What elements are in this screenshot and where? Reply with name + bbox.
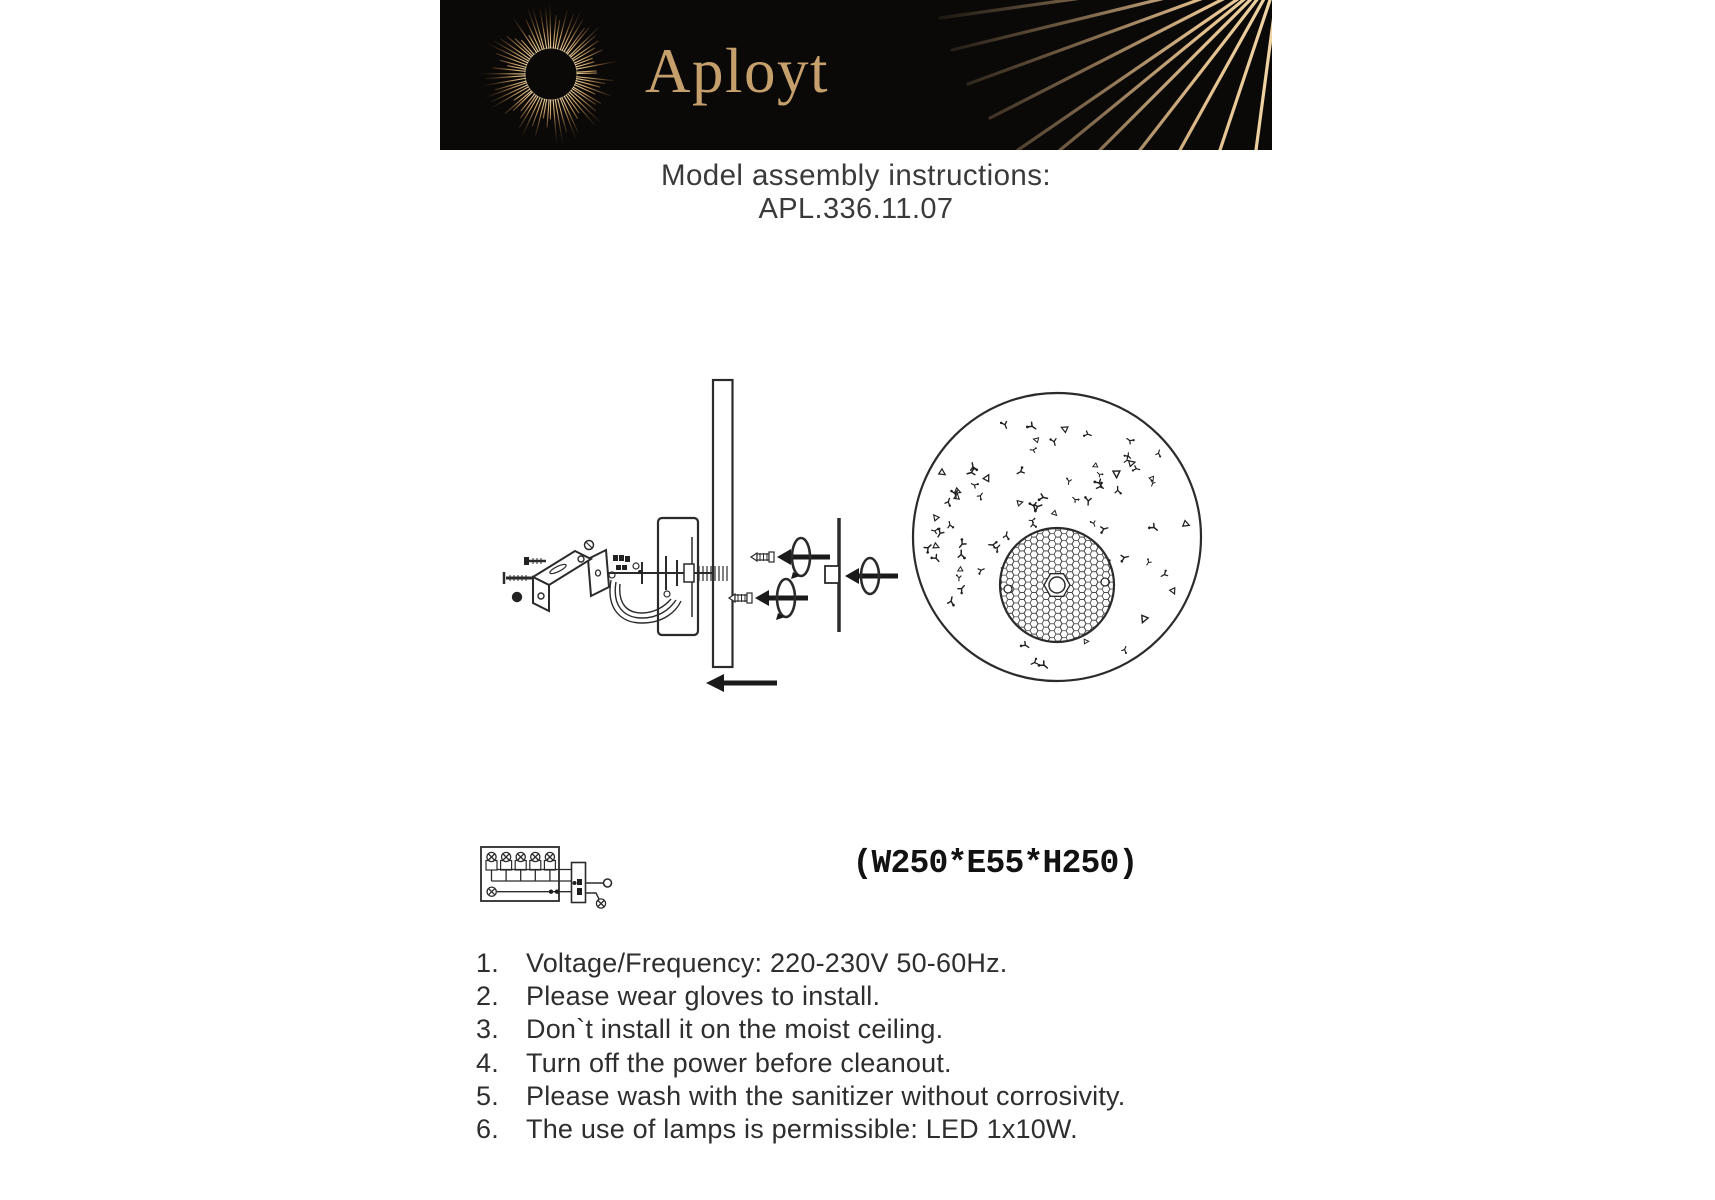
- terminal-block-wiring-diagram: [465, 840, 625, 915]
- instruction-text: Turn off the power before cleanout.: [526, 1047, 952, 1078]
- instruction-text: Don`t install it on the moist ceiling.: [526, 1014, 944, 1045]
- wall-mount-assembly-diagram: [440, 330, 920, 710]
- instruction-text: Please wear gloves to install.: [526, 981, 881, 1012]
- instruction-text: Voltage/Frequency: 220-230V 50-60Hz.: [526, 948, 1008, 978]
- instruction-number: 5.: [476, 1080, 499, 1111]
- expansion-screw-top: [751, 538, 830, 579]
- live-wire-end: [604, 879, 612, 887]
- title-block: [440, 159, 1272, 226]
- expansion-screw-bottom: [729, 579, 808, 620]
- instruction-item: [476, 1113, 1125, 1146]
- wire-connector-cluster: [609, 555, 642, 578]
- ground-wire-end: [596, 899, 605, 908]
- instruction-number: 6.: [476, 1114, 499, 1145]
- model-number: APL.336.11.07: [758, 193, 954, 225]
- instruction-item: [476, 1013, 1125, 1046]
- instruction-text: The use of lamps is permissible: LED 1x10W.: [526, 1114, 1078, 1145]
- instruction-item: [476, 947, 1125, 980]
- instruction-number: 1.: [476, 948, 499, 978]
- mounting-plate: [585, 541, 610, 597]
- instruction-item: [476, 1080, 1125, 1113]
- instruction-item: [476, 1047, 1125, 1080]
- instruction-number: 4.: [476, 1047, 499, 1078]
- corner-rays-icon: [912, 0, 1272, 150]
- instruction-list: [476, 947, 1125, 1146]
- instruction-item: [476, 980, 1125, 1013]
- instruction-text: Please wash with the sanitizer without corrosivity.: [526, 1080, 1126, 1111]
- led-honeycomb: [1000, 528, 1114, 642]
- mounting-strip: [825, 518, 898, 632]
- instruction-number: 2.: [476, 981, 499, 1012]
- brand-name: Aployt: [645, 36, 830, 106]
- lamp-front-view-diagram: [900, 375, 1220, 695]
- sunburst-logo-icon: [476, 0, 626, 149]
- direction-arrow: [706, 674, 777, 692]
- ground-terminal: [487, 887, 496, 896]
- doc-title: Model assembly instructions:: [661, 159, 1051, 192]
- wall-panel: [713, 380, 733, 667]
- dimensions-label: (W250*E55*H250): [852, 845, 1138, 882]
- brand-banner: [440, 0, 1272, 150]
- instruction-number: 3.: [476, 1014, 499, 1045]
